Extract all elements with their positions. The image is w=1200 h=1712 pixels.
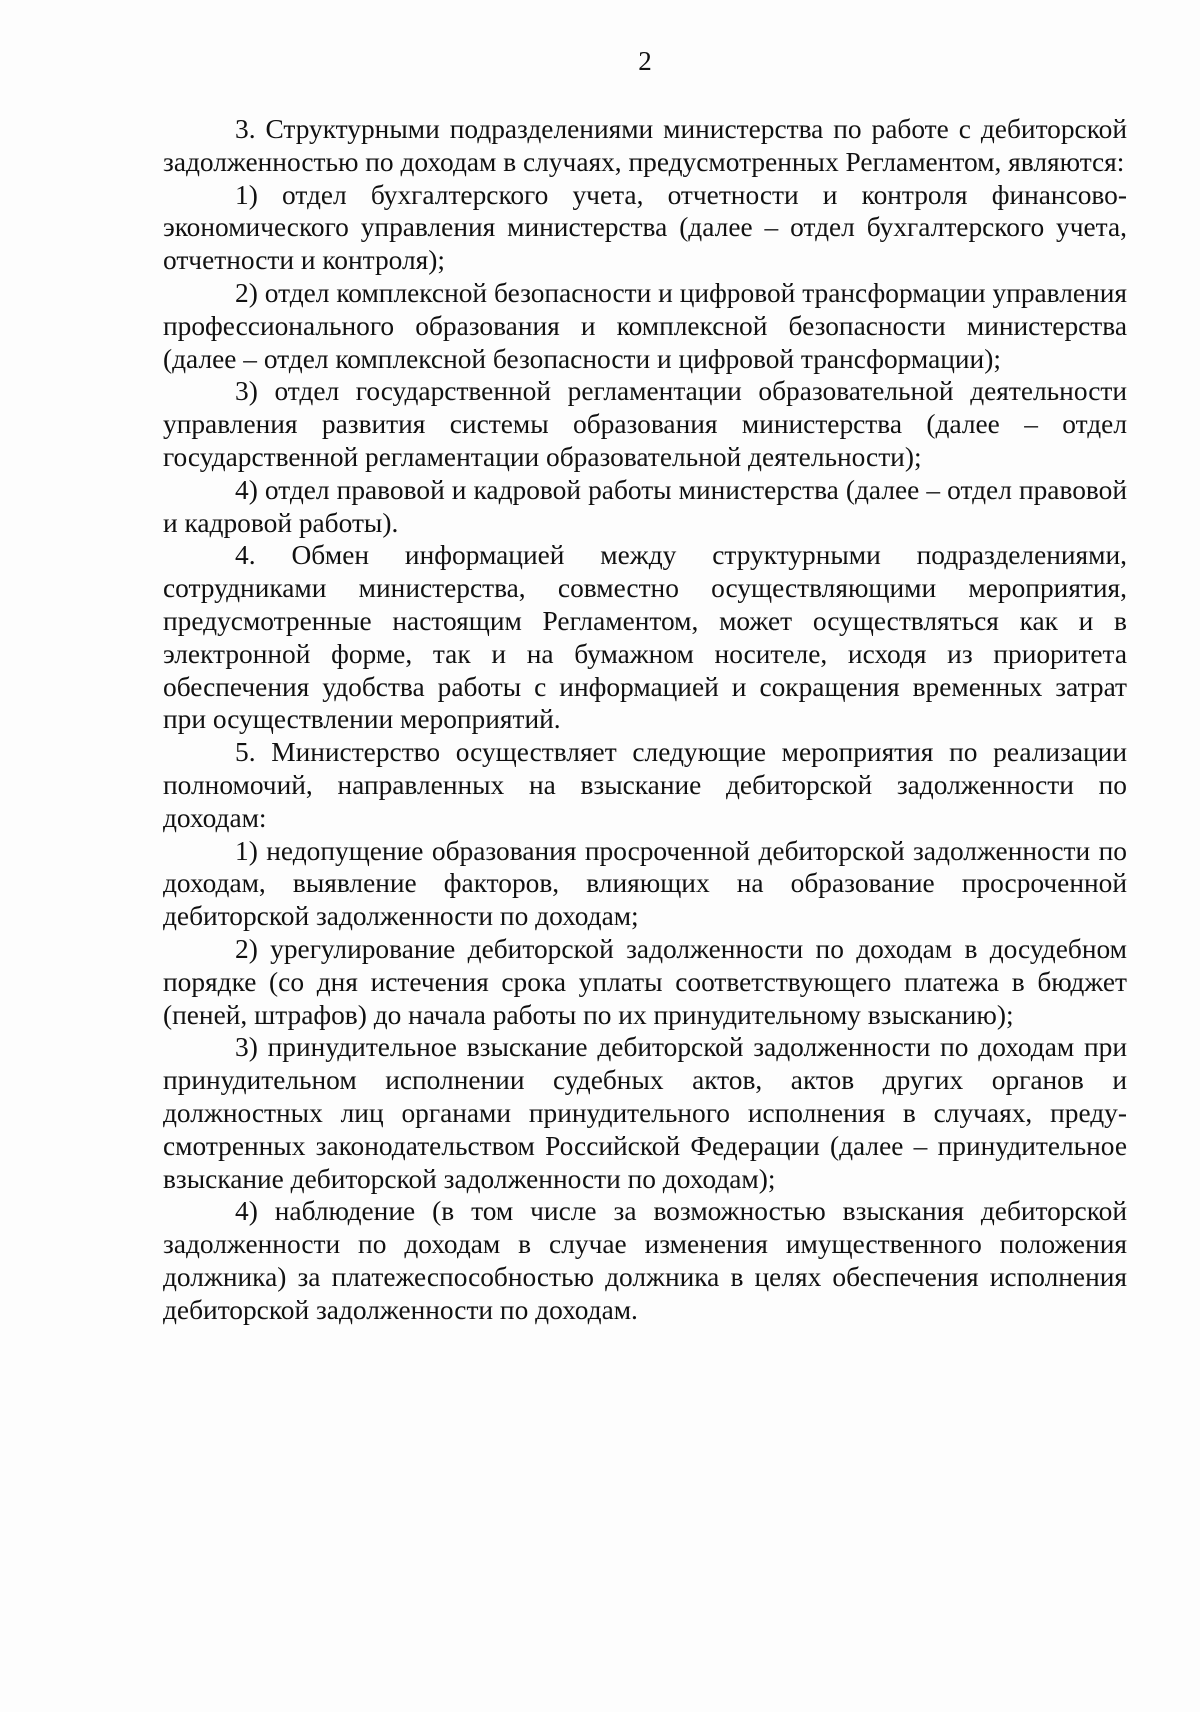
paragraph-5: 5. Министерство осуществляет следующие мероприятия по реализации полномочий, направленных на взыскание дебиторской задолженности по доходам: [163,737,1127,833]
list-item-5-3: 3) принудительное взыскание дебиторской задолженности по доходам при принудительном исполнении судебных актов, актов других органов и должностных лиц органами принудительного исполнения в случаях, предусмотренных законодательством Российской Федерации (далее – принудительное взыскание дебиторской задолженности по доходам); [163,1032,1127,1194]
document-body [163,113,1127,1326]
paragraph-3: 3. Структурными подразделениями министерства по работе с дебиторской задолженностью по доходам в случаях, предусмотренных Регламентом, являются: [163,114,1127,177]
list-item-5-1: 1) недопущение образования просроченной дебиторской задолженности по доходам, выявление факторов, влияющих на образование просроченной дебиторской задолженности по доходам; [163,835,1127,932]
list-item-3-4: 4) отдел правовой и кадровой работы министерства (далее – отдел правовой и кадровой работы). [163,474,1127,538]
list-item-3-2: 2) отдел комплексной безопасности и цифровой трансформации управления профессионального образования и комплексной безопасности министерства (далее – отдел комплексной безопасности и цифровой трансформации); [163,277,1127,374]
list-item-5-4: 4) наблюдение (в том числе за возможностью взыскания дебиторской задолженности по доходам в случае изменения имущественного положения должника) за платежеспособностью должника в целях обеспечения исполнения дебиторской задолженности по доходам. [163,1196,1127,1325]
list-item-3-1: 1) отдел бухгалтерского учета, отчетности и контроля финансово-экономического управления министерства (далее – отдел бухгалтерского учета, отчетности и контроля); [163,179,1127,276]
page-number: 2 [638,46,652,76]
list-item-3-3: 3) отдел государственной регламентации образовательной деятельности управления развития системы образования министерства (далее – отдел государственной регламентации образовательной деятельности); [163,376,1127,472]
paragraph-4: 4. Обмен информацией между структурными подразделениями, сотрудниками министерства, совместно осуществляющими мероприятия, предусмотренные настоящим Регламентом, может осуществляться как и в электронной форме, так и на бумажном носителе, исходя из приоритета обеспечения удобства работы с информацией и сокращения временных затрат при осуществлении мероприятий. [163,540,1127,735]
list-item-5-2: 2) урегулирование дебиторской задолженности по доходам в досудебном порядке (со дня истечения срока уплаты соответствующего платежа в бюджет (пеней, штрафов) до начала работы по их принудительному взысканию); [163,933,1127,1030]
